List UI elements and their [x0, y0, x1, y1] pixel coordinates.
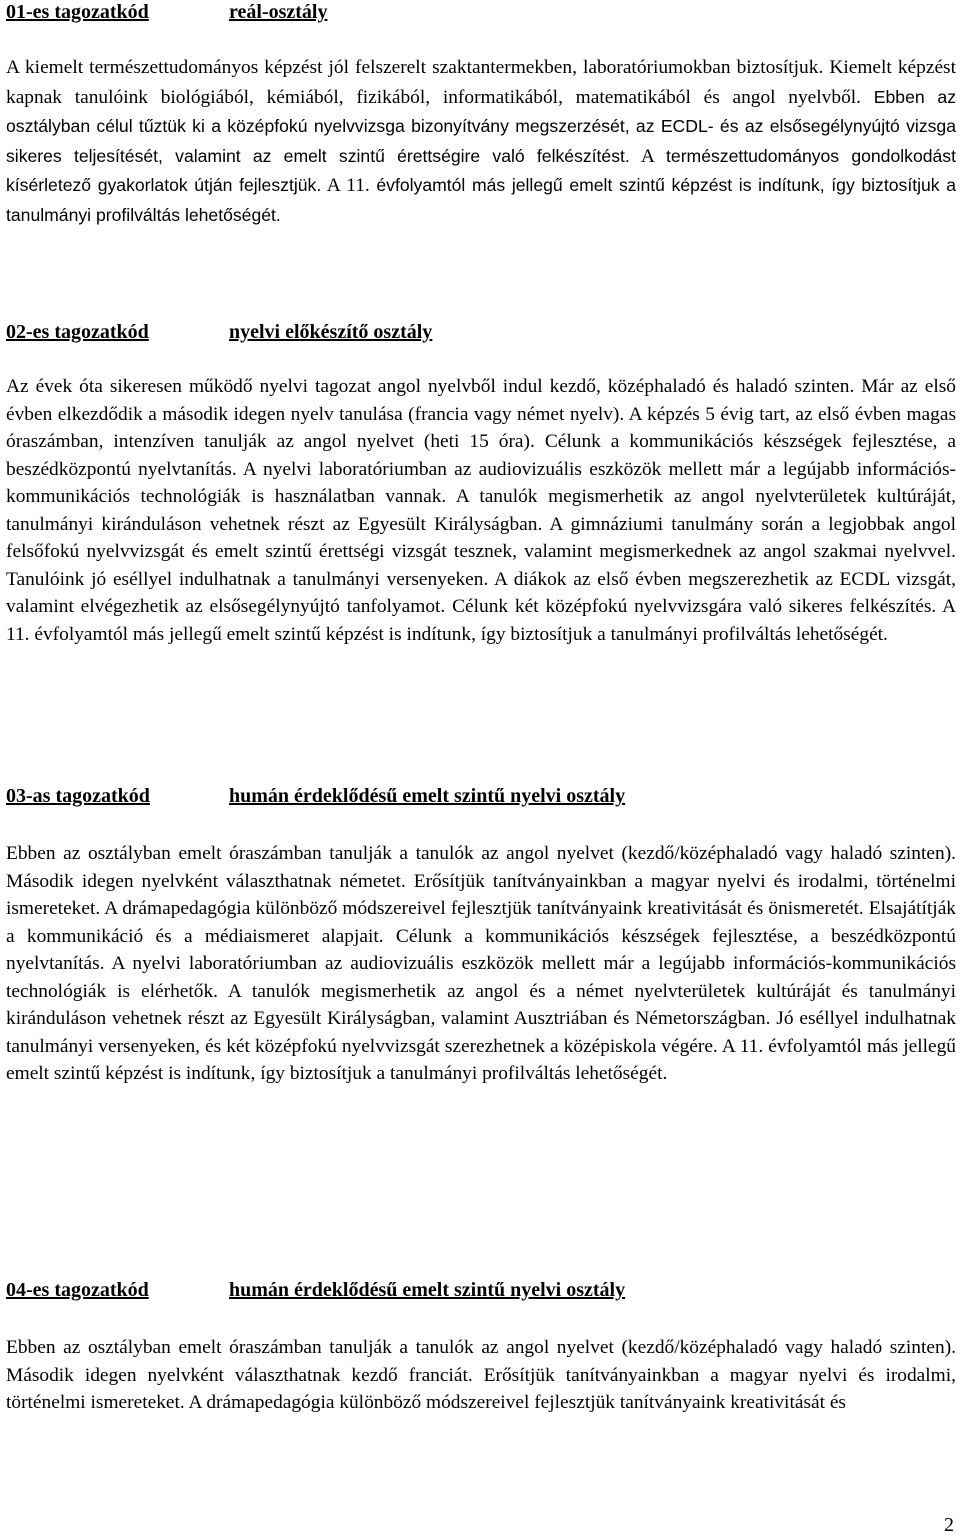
section-paragraph-01: [6, 54, 956, 231]
section-title: humán érdeklődésű emelt szintű nyelvi osztály: [229, 1279, 626, 1301]
section-heading-03: [6, 784, 626, 808]
section-title: humán érdeklődésű emelt szintű nyelvi osztály: [229, 785, 626, 807]
section-code: 01-es tagozatkód: [6, 1, 149, 23]
section-paragraph-03: Ebben az osztályban emelt óraszámban tanulják a tanulók az angol nyelvet (kezdő/középhaladó vagy haladó szinten). Második idegen nyelvként választhatnak németet. Erősítjük tanítványainkban a magyar nyelvi és irodalmi, történelmi ismereteket. A drámapedagógia különböző módszereivel fejlesztjük tanítványaink kreativitását és önismeretét. Elsajátítják a kommunikáció és a médiaismeret alapjait. Célunk a kommunikációs készségek fejlesztése, a beszédközpontú nyelvtanítás. A nyelvi laboratóriumban az audiovizuális eszközök mellett már a legújabb információs-kommunikációs technológiák is elérhetők. A tanulók megismerhetik az angol és a német nyelvterületek kultúráját és tanulmányi kiránduláson vehetnek részt az Egyesült Királyságban, valamint Ausztriában és Németországban. Jó eséllyel indulhatnak tanulmányi versenyeken, és két középfokú nyelvvizsgát szerezhetnek a középiskola végére. A 11. évfolyamtól más jellegű emelt szintű képzést is indítunk, így biztosítjuk a tanulmányi profilváltás lehetőségét.: [6, 843, 956, 1084]
section-paragraph-04: Ebben az osztályban emelt óraszámban tanulják a tanulók az angol nyelvet (kezdő/középhaladó vagy haladó szinten). Második idegen nyelvként választhatnak kezdő franciát. Erősítjük tanítványainkban a magyar nyelvi és irodalmi, történelmi ismereteket. A drámapedagógia különböző módszereivel fejlesztjük tanítványaink kreativitását és: [6, 1337, 956, 1413]
section-title: reál-osztály: [229, 1, 328, 23]
section-code: 02-es tagozatkód: [6, 321, 149, 343]
section-code: 03-as tagozatkód: [6, 785, 150, 807]
section-title: nyelvi előkészítő osztály: [229, 321, 433, 343]
section-heading-04: [6, 1278, 626, 1302]
paragraph-text-sans: évfolyamtól más jellegű emelt szintű képzést is indítunk, így biztosítjuk a tanulmányi profilváltás lehetőségét.: [6, 175, 957, 225]
page-number: 2: [944, 1514, 954, 1536]
section-heading-01: [6, 0, 328, 24]
paragraph-text: A kiemelt természettudományos képzést jól felszerelt szaktantermekben, laboratóriumokban biztosítjuk. Kiemelt képzést kapnak tanulóink biológiából, kémiából, fizikából, informatikából, matematikából és angol nyelvből.: [6, 57, 956, 108]
section-code: 04-es tagozatkód: [6, 1279, 149, 1301]
section-heading-02: [6, 320, 433, 344]
paragraph-text: A 11.: [321, 175, 377, 197]
section-paragraph-02: Az évek óta sikeresen működő nyelvi tagozat angol nyelvből indul kezdő, középhaladó és haladó szinten. Már az első évben elkezdődik a második idegen nyelv tanulása (francia vagy német nyelv). A képzés 5 évig tart, az első évben magas óraszámban, intenzíven tanulják az angol nyelvet (heti 15 óra). Célunk a kommunikációs készségek fejlesztése, a beszédközpontú nyelvtanítás. A nyelvi laboratóriumban az audiovizuális eszközök mellett már a legújabb információs-kommunikációs technológiák is használatban vannak. A tanulók megismerhetik az angol nyelvterületek kultúráját, tanulmányi kiránduláson vehetnek részt az Egyesült Királyságban. A gimnáziumi tanulmány során a legjobbak angol felsőfokú nyelvvizsgát és emelt szintű érettségi vizsgát tesznek, valamint megismerkednek az angol szakmai nyelvvel. Tanulóink jó eséllyel indulhatnak a tanulmányi versenyeken. A diákok az első évben megszerezhetik az ECDL vizsgát, valamint elvégezhetik az elsősegélynyújtó tanfolyamot. Célunk két középfokú nyelvvizsgára való sikeres felkészítés. A 11. évfolyamtól más jellegű emelt szintű képzést is indítunk, így biztosítjuk a tanulmányi profilváltás lehetőségét.: [6, 376, 956, 645]
paragraph-text-sans: Ebben az osztályban célul tűztük ki a középfokú nyelvvizsga bizonyítvány megszerzését, az ECDL- és az elsősegélynyújtó vizsga sikeres teljesítését, valamint az emelt szintű érettségire való felkészítést.: [6, 86, 957, 166]
paragraph-text: A: [629, 145, 667, 167]
paragraph-text-sans: természettudományos gondolkodást kísérletező gyakorlatok útján fejlesztjük.: [6, 145, 956, 196]
